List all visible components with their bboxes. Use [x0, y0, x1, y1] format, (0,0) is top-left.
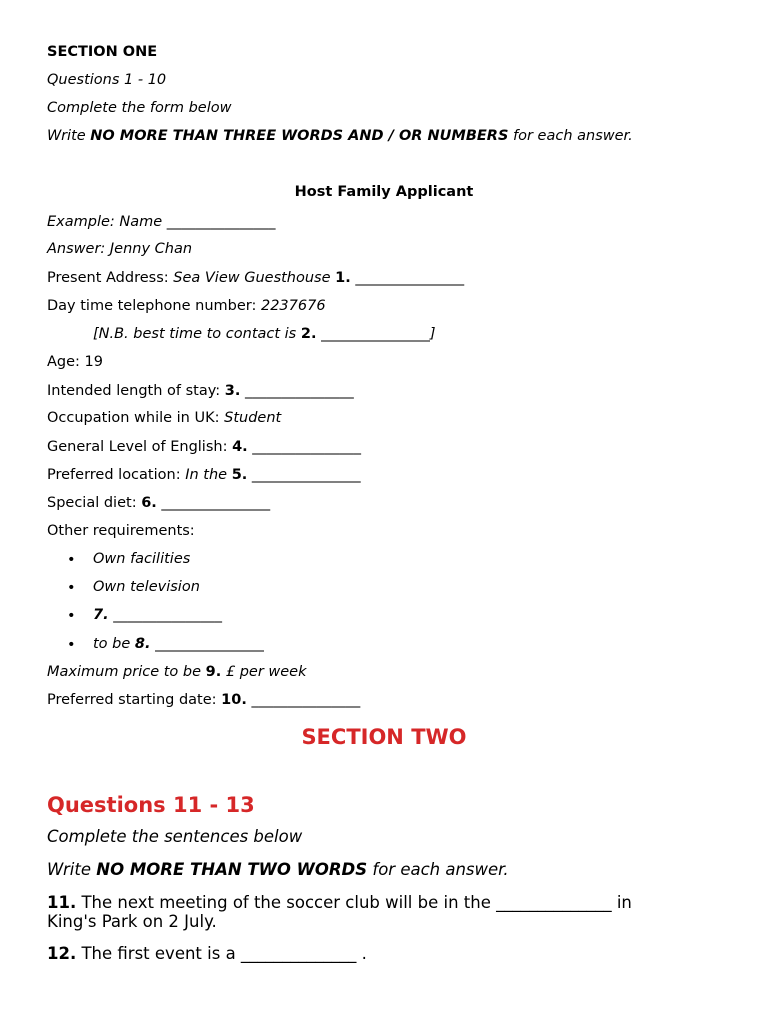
- english-line: General Level of English: 4. _______________: [47, 439, 362, 455]
- bullet-icon: •: [67, 608, 76, 624]
- question-12: 12. The first event is a ______________ .: [47, 944, 367, 963]
- section-two-heading: SECTION TWO: [301, 725, 467, 749]
- bullet-icon: •: [67, 580, 76, 596]
- bullet-q7: 7. _______________: [93, 607, 222, 623]
- form-title: Host Family Applicant: [294, 184, 474, 200]
- occupation-line: Occupation while in UK: Student: [47, 410, 282, 426]
- bullet-facilities: Own facilities: [93, 551, 191, 567]
- nb-line: [N.B. best time to contact is 2. _______________]: [93, 326, 436, 342]
- section-two-instruction-complete: Complete the sentences below: [47, 827, 303, 846]
- questions-range: Questions 1 - 10: [47, 72, 167, 88]
- instruction-write: Write NO MORE THAN THREE WORDS AND / OR NUMBERS for each answer.: [47, 128, 633, 144]
- answer-line: Answer: Jenny Chan: [47, 241, 193, 257]
- stay-line: Intended length of stay: 3. _______________: [47, 383, 354, 399]
- address-line: Present Address: Sea View Guesthouse 1. _______________: [47, 270, 465, 286]
- phone-line: Day time telephone number: 2237676: [47, 298, 326, 314]
- questions-11-13-heading: Questions 11 - 13: [47, 793, 255, 817]
- section-two-instruction-write: Write NO MORE THAN TWO WORDS for each answer.: [47, 860, 509, 879]
- question-11-continued: King's Park on 2 July.: [47, 912, 217, 931]
- question-11: 11. The next meeting of the soccer club will be in the ______________ in: [47, 893, 632, 912]
- section-one-heading: SECTION ONE: [47, 44, 158, 60]
- example-line: Example: Name _______________: [47, 214, 276, 230]
- bullet-television: Own television: [93, 579, 200, 595]
- bullet-q8: to be 8. _______________: [93, 636, 264, 652]
- age-line: Age: 19: [47, 354, 103, 370]
- instruction-complete: Complete the form below: [47, 100, 232, 116]
- price-line: Maximum price to be 9. £ per week: [47, 664, 307, 680]
- start-date-line: Preferred starting date: 10. _______________: [47, 692, 361, 708]
- location-line: Preferred location: In the 5. _______________: [47, 467, 361, 483]
- bullet-icon: •: [67, 637, 76, 653]
- other-requirements: Other requirements:: [47, 523, 195, 539]
- diet-line: Special diet: 6. _______________: [47, 495, 271, 511]
- bullet-icon: •: [67, 552, 76, 568]
